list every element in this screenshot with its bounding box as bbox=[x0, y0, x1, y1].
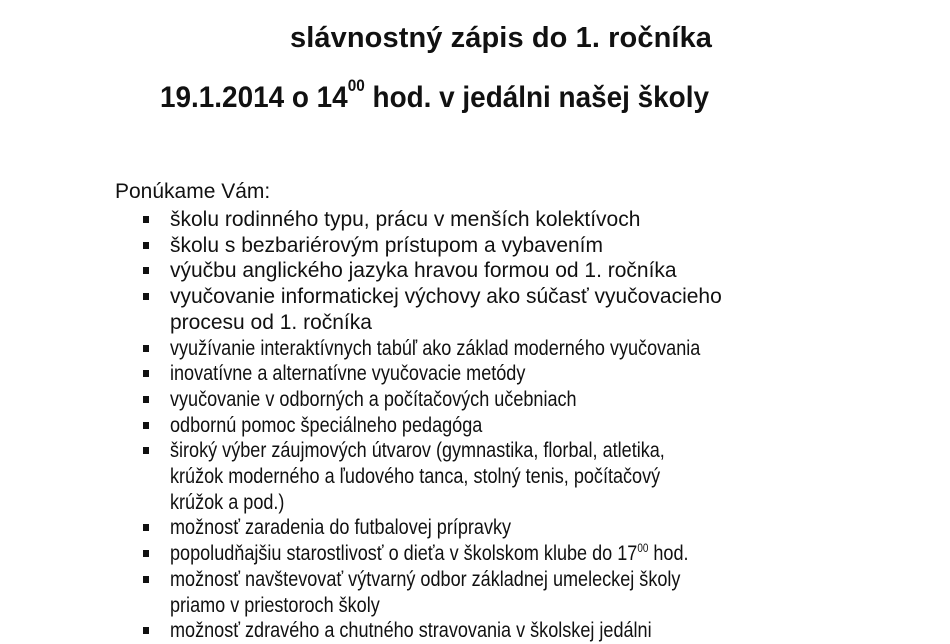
square-bullet-icon bbox=[143, 524, 149, 531]
time-superscript: 00 bbox=[347, 77, 365, 95]
event-location-text: hod. v jedálni našej školy bbox=[364, 81, 709, 114]
list-item-text: popoludňajšiu starostlivosť o dieťa v školskom klube do 17 bbox=[170, 542, 638, 566]
list-item-text: možnosť navštevovať výtvarný odbor základnej umeleckej školy bbox=[170, 567, 681, 591]
offer-intro: Ponúkame Vám: bbox=[115, 180, 271, 203]
list-item-text: výučbu anglického jazyka hravou formou od 1. ročníka bbox=[170, 259, 677, 283]
list-item bbox=[140, 567, 787, 618]
list-item-text: školu s bezbariérovým prístupom a vybavením bbox=[170, 233, 604, 257]
square-bullet-icon bbox=[143, 370, 149, 377]
list-item-text-continued: krúžok a pod.) bbox=[170, 490, 285, 514]
square-bullet-icon bbox=[143, 293, 149, 300]
list-item bbox=[140, 618, 787, 644]
list-item bbox=[140, 336, 787, 362]
square-bullet-icon bbox=[143, 576, 149, 583]
list-item bbox=[140, 258, 787, 284]
list-item-text: možnosť zaradenia do futbalovej prípravky bbox=[170, 516, 512, 540]
list-item bbox=[140, 284, 787, 335]
event-date-line bbox=[160, 77, 709, 115]
list-item bbox=[140, 413, 787, 439]
list-item bbox=[140, 541, 787, 567]
list-item-text: vyučovanie informatickej výchovy ako súčasť vyučovacieho bbox=[170, 285, 722, 309]
list-item bbox=[140, 361, 787, 387]
list-item-text: inovatívne a alternatívne vyučovacie metódy bbox=[170, 362, 526, 386]
event-date-text: 19.1.2014 o 14 bbox=[160, 81, 348, 114]
list-item-text: možnosť zdravého a chutného stravovania v školskej jedálni bbox=[170, 619, 652, 643]
square-bullet-icon bbox=[143, 396, 149, 403]
list-item-text-continued: procesu od 1. ročníka bbox=[170, 310, 372, 334]
document-title: slávnostný zápis do 1. ročníka bbox=[290, 22, 713, 54]
list-item bbox=[140, 387, 787, 413]
time-superscript: 00 bbox=[637, 543, 649, 556]
list-item-text: školu rodinného typu, prácu v menších kolektívoch bbox=[170, 208, 641, 231]
list-item bbox=[140, 438, 787, 515]
list-item bbox=[140, 233, 787, 259]
list-item-text: široký výber záujmových útvarov (gymnastika, florbal, atletika, bbox=[170, 439, 665, 463]
list-item bbox=[140, 207, 787, 233]
square-bullet-icon bbox=[143, 216, 149, 223]
offer-list bbox=[140, 207, 787, 644]
square-bullet-icon bbox=[143, 242, 149, 249]
square-bullet-icon bbox=[143, 422, 149, 429]
list-item-text: využívanie interaktívnych tabúľ ako základ moderného vyučovania bbox=[170, 336, 701, 360]
square-bullet-icon bbox=[143, 345, 149, 352]
square-bullet-icon bbox=[143, 267, 149, 274]
square-bullet-icon bbox=[143, 550, 149, 557]
list-item-text-continued: krúžok moderného a ľudového tanca, stolný tenis, počítačový bbox=[170, 465, 661, 489]
square-bullet-icon bbox=[143, 447, 149, 454]
list-item-text: odbornú pomoc špeciálneho pedagóga bbox=[170, 413, 483, 437]
list-item-text-end: hod. bbox=[648, 542, 689, 566]
list-item-text: vyučovanie v odborných a počítačových učebniach bbox=[170, 387, 577, 411]
list-item bbox=[140, 515, 787, 541]
square-bullet-icon bbox=[143, 627, 149, 634]
list-item-text-continued: priamo v priestoroch školy bbox=[170, 593, 380, 617]
